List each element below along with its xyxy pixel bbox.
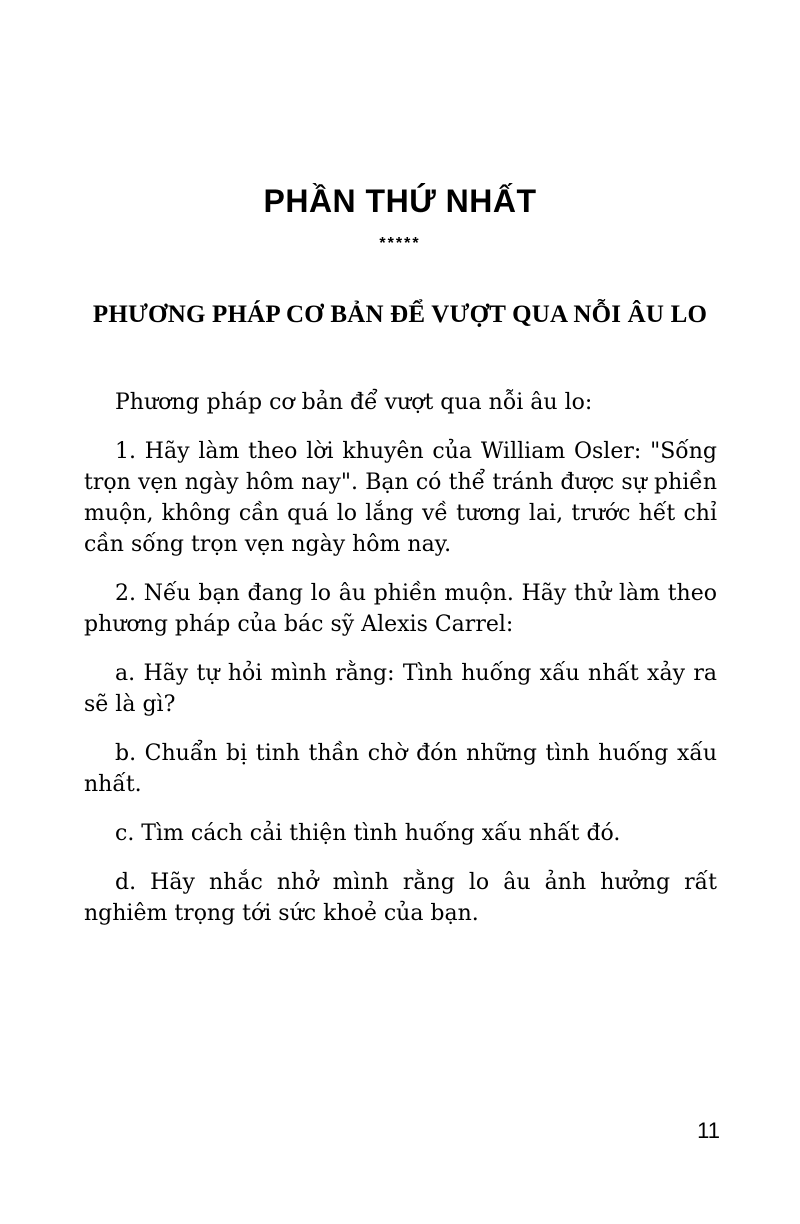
paragraph-item-b: b. Chuẩn bị tinh thần chờ đón những tình huống xấu nhất. (84, 741, 717, 797)
page-number: 11 (697, 1118, 720, 1143)
paragraph-item-a: a. Hãy tự hỏi mình rằng: Tình huống xấu nhất xảy ra sẽ là gì? (84, 661, 717, 717)
body-text (84, 387, 717, 947)
paragraph-step-2: 2. Nếu bạn đang lo âu phiền muộn. Hãy thử làm theo phương pháp của bác sỹ Alexis Carrel: (84, 581, 717, 637)
chapter-title: PHƯƠNG PHÁP CƠ BẢN ĐỂ VƯỢT QUA NỖI ÂU LO (92, 301, 708, 328)
paragraph-step-1: 1. Hãy làm theo lời khuyên của William Osler: "Sống trọn vẹn ngày hôm nay". Bạn có thể tránh được sự phiền muộn, không cần quá lo lắng về tương lai, trước hết chỉ cần sống trọn vẹn ngày hôm nay. (84, 439, 717, 557)
paragraph-item-c: c. Tìm cách cải thiện tình huống xấu nhất đó. (115, 821, 621, 846)
part-title: PHẦN THỨ NHẤT (263, 183, 537, 219)
paragraph-item-d: d. Hãy nhắc nhở mình rằng lo âu ảnh hưởng rất nghiêm trọng tới sức khoẻ của bạn. (84, 870, 717, 926)
intro-paragraph: Phương pháp cơ bản để vượt qua nỗi âu lo: (115, 390, 593, 415)
separator-stars: ***** (379, 235, 421, 252)
